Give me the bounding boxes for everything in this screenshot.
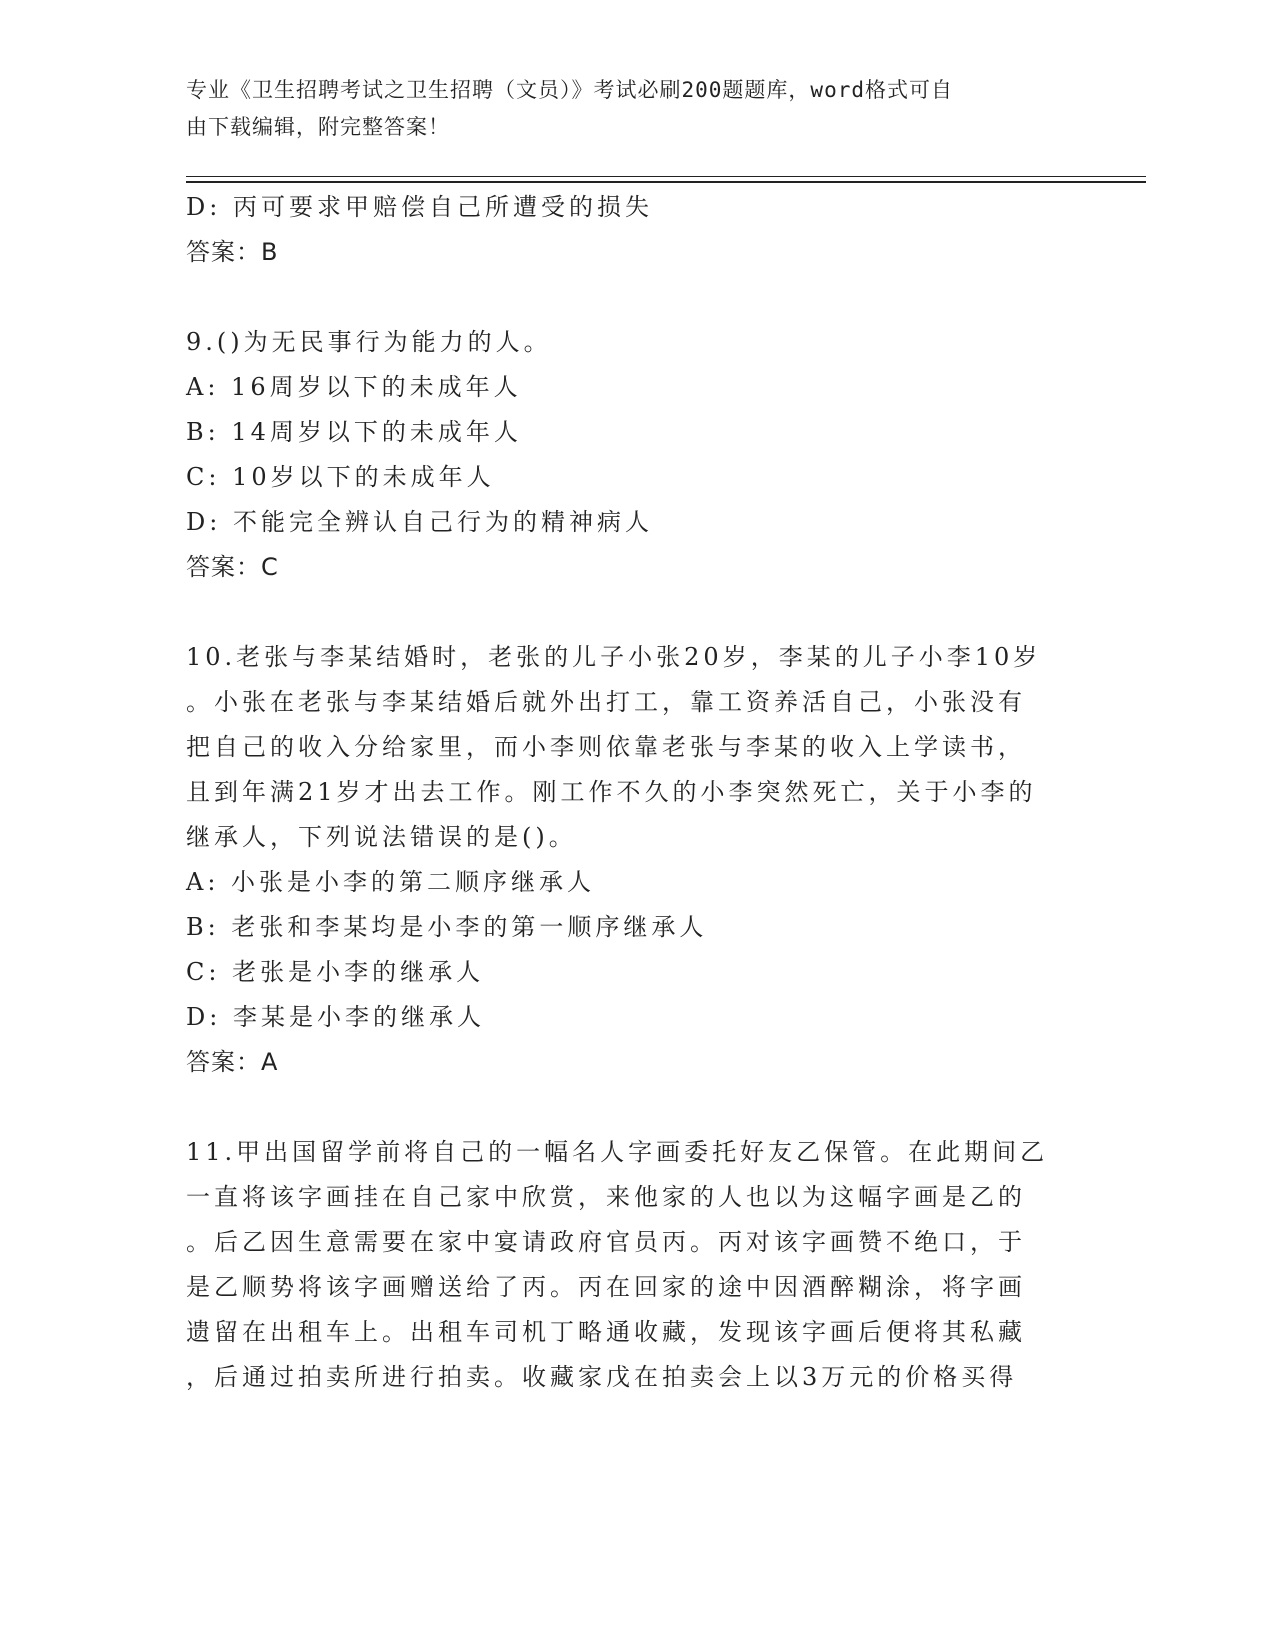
question-stem-line: 遗留在出租车上。出租车司机丁略通收藏，发现该字画后便将其私藏 xyxy=(186,1318,1026,1346)
option-d: D: 不能完全辨认自己行为的精神病人 xyxy=(186,508,653,536)
document-body xyxy=(186,185,1086,1400)
question-stem-line: 且到年满21岁才出去工作。刚工作不久的小李突然死亡，关于小李的 xyxy=(186,778,1037,806)
option-b: B: 老张和李某均是小李的第一顺序继承人 xyxy=(186,913,708,941)
question-10 xyxy=(186,635,1086,1085)
question-stem-line: 11.甲出国留学前将自己的一幅名人字画委托好友乙保管。在此期间乙 xyxy=(186,1138,1049,1166)
header-line-1: 专业《卫生招聘考试之卫生招聘（文员）》考试必刷200题题库，word格式可自 xyxy=(186,78,953,102)
option-d: D: 李某是小李的继承人 xyxy=(186,1003,485,1031)
header-divider-thin xyxy=(186,176,1146,177)
document-header xyxy=(186,72,1086,146)
question-stem-line: 继承人，下列说法错误的是()。 xyxy=(186,823,577,851)
option-c: C: 老张是小李的继承人 xyxy=(186,958,485,986)
question-stem-line: 。后乙因生意需要在家中宴请政府官员丙。丙对该字画赞不绝口，于 xyxy=(186,1228,1026,1256)
option-d: D: 丙可要求甲赔偿自己所遭受的损失 xyxy=(186,193,653,221)
question-stem-line: 一直将该字画挂在自己家中欣赏，来他家的人也以为这幅字画是乙的 xyxy=(186,1183,1026,1211)
question-stem-line: 。小张在老张与李某结婚后就外出打工，靠工资养活自己，小张没有 xyxy=(186,688,1026,716)
option-b: B: 14周岁以下的未成年人 xyxy=(186,418,522,446)
question-9 xyxy=(186,320,1086,590)
question-stem-line: 10.老张与李某结婚时，老张的儿子小张20岁，李某的儿子小李10岁 xyxy=(186,643,1042,671)
answer: 答案：C xyxy=(186,553,279,581)
header-divider-thick xyxy=(186,181,1146,183)
answer: 答案：B xyxy=(186,238,279,266)
question-11 xyxy=(186,1130,1086,1400)
option-a: A: 小张是小李的第二顺序继承人 xyxy=(186,868,596,896)
question-stem-line: 是乙顺势将该字画赠送给了丙。丙在回家的途中因酒醉糊涂，将字画 xyxy=(186,1273,1026,1301)
option-a: A: 16周岁以下的未成年人 xyxy=(186,373,522,401)
question-stem-line: 把自己的收入分给家里，而小李则依靠老张与李某的收入上学读书， xyxy=(186,733,1026,761)
question-stem: 9.()为无民事行为能力的人。 xyxy=(186,328,552,356)
header-line-2: 由下载编辑，附完整答案！ xyxy=(186,115,450,139)
answer: 答案：A xyxy=(186,1048,279,1076)
option-c: C: 10岁以下的未成年人 xyxy=(186,463,495,491)
question-8-tail xyxy=(186,185,1086,275)
question-stem-line: ，后通过拍卖所进行拍卖。收藏家戊在拍卖会上以3万元的价格买得 xyxy=(186,1363,1018,1391)
